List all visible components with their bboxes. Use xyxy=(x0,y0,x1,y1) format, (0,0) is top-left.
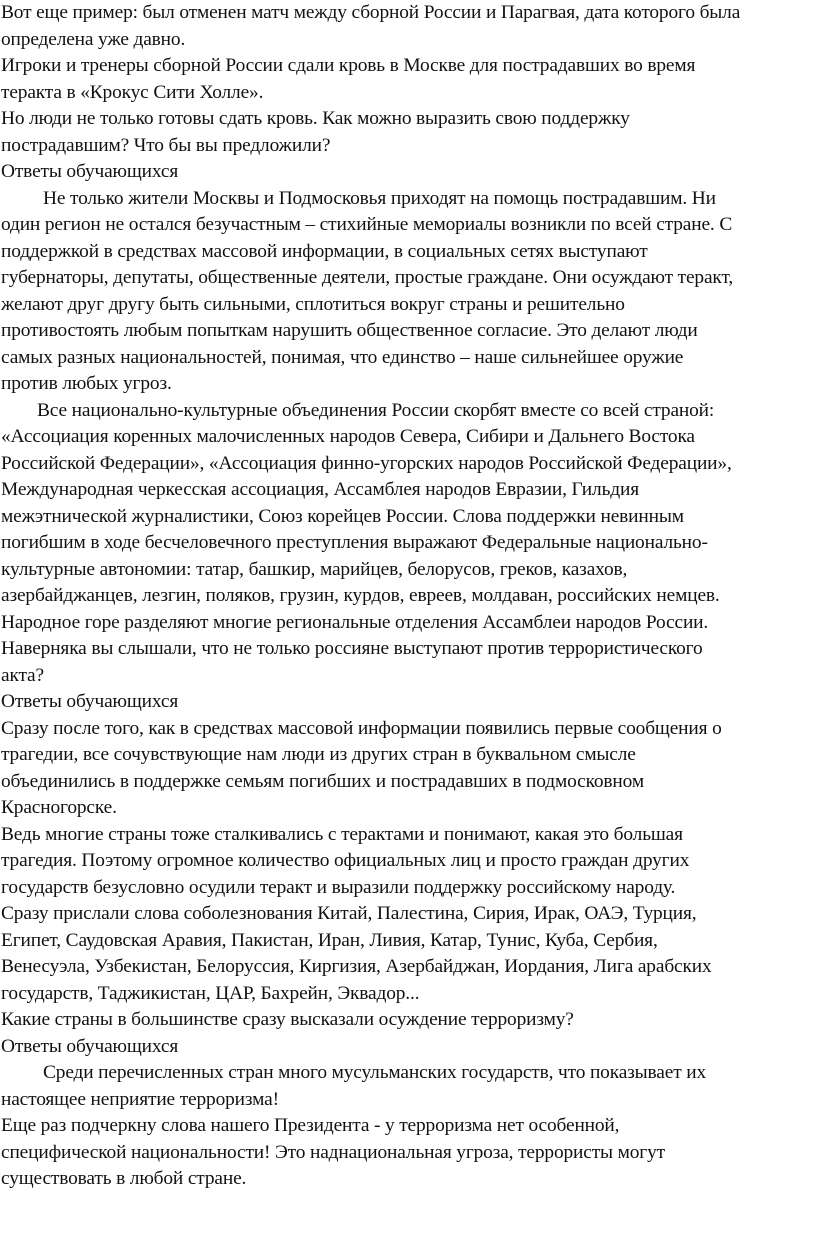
text-line: губернаторы, депутаты, общественные деятели, простые граждане. Они осуждают теракт, xyxy=(1,267,734,288)
text-line: Не только жители Москвы и Подмосковья приходят на помощь пострадавшим. Ни xyxy=(43,187,716,209)
text-line: Еще раз подчеркну слова нашего Президента - у терроризма нет особенной, xyxy=(1,1115,620,1136)
paragraph-blood-donation xyxy=(1,53,816,106)
text-line: существовать в любой стране. xyxy=(1,1168,247,1189)
paragraph-muslim-states xyxy=(1,1060,816,1113)
text-line: Народное горе разделяют многие региональные отделения Ассамблеи народов России. xyxy=(1,611,709,633)
text-line: культурные автономии: татар, башкир, марийцев, белорусов, греков, казахов, xyxy=(1,558,628,580)
text-line: погибшим в ходе бесчеловечного преступления выражают Федеральные национально- xyxy=(1,532,708,553)
text-line: противостоять любым попыткам нарушить общественное согласие. Это делают люди xyxy=(1,320,698,341)
text-line: теракта в «Крокус Сити Холле». xyxy=(1,81,264,103)
paragraph-question-support xyxy=(1,106,816,159)
paragraph-question-countries xyxy=(1,1007,816,1034)
text-line: Игроки и тренеры сборной России сдали кровь в Москве для пострадавших во время xyxy=(1,55,696,76)
text-line: настоящее неприятие терроризма! xyxy=(1,1088,279,1110)
text-line: государств безусловно осудили теракт и выразили поддержку российскому народу. xyxy=(1,876,676,898)
text-line: Международная черкесская ассоциация, Ассамблея народов Евразии, Гильдия xyxy=(1,479,639,500)
text-line: поддержкой в средствах массовой информации, в социальных сетях выступают xyxy=(1,240,648,262)
text-line: Какие страны в большинстве сразу высказали осуждение терроризму? xyxy=(1,1009,574,1030)
text-line: акта? xyxy=(1,664,44,686)
text-line: Среди перечисленных стран много мусульманских государств, что показывает их xyxy=(43,1062,706,1083)
heading-student-answers xyxy=(1,689,816,716)
text-line: Египет, Саудовская Аравия, Пакистан, Иран, Ливия, Катар, Тунис, Куба, Сербия, xyxy=(1,929,658,951)
text-line: межэтнической журналистики, Союз корейцев России. Слова поддержки невинным xyxy=(1,505,684,527)
text-line: Сразу после того, как в средствах массовой информации появились первые сообщения о xyxy=(1,717,722,739)
text-line: самых разных национальностей, понимая, что единство – наше сильнейшее оружие xyxy=(1,346,684,368)
text-line: пострадавшим? Что бы вы предложили? xyxy=(1,134,331,156)
text-line: Ведь многие страны тоже сталкивались с терактами и понимают, какая это большая xyxy=(1,823,683,845)
text-line: желают друг другу быть сильными, сплотиться вокруг страны и решительно xyxy=(1,293,625,315)
text-line: «Ассоциация коренных малочисленных народов Севера, Сибири и Дальнего Востока xyxy=(1,426,695,447)
text-line: трагедии, все сочувствующие нам люди из других стран в буквальном смысле xyxy=(1,744,636,765)
text-line: Наверняка вы слышали, что не только россияне выступают против террористического xyxy=(1,638,703,659)
text-line: трагедия. Поэтому огромное количество официальных лиц и просто граждан других xyxy=(1,850,690,871)
paragraph-cultural-associations xyxy=(1,398,816,637)
paragraph-president-words xyxy=(1,1113,816,1193)
text-line: объединились в поддержке семьям погибших и пострадавших в подмосковном xyxy=(1,770,644,792)
heading-student-answers xyxy=(1,1034,816,1061)
text-line: Сразу прислали слова соболезнования Китай, Палестина, Сирия, Ирак, ОАЭ, Турция, xyxy=(1,903,697,924)
text-line: определена уже давно. xyxy=(1,28,186,50)
text-line: против любых угроз. xyxy=(1,373,172,394)
heading-student-answers xyxy=(1,159,816,186)
text-line: государств, Таджикистан, ЦАР, Бахрейн, Эквадор... xyxy=(1,982,420,1004)
text-line: Ответы обучающихся xyxy=(1,161,179,182)
text-line: Венесуэла, Узбекистан, Белоруссия, Киргизия, Азербайджан, Иордания, Лига арабских xyxy=(1,956,712,977)
paragraph-question-international xyxy=(1,636,816,689)
paragraph-other-countries xyxy=(1,822,816,902)
paragraph-sympathy-abroad xyxy=(1,716,816,822)
text-line: специфической национальности! Это наднациональная угроза, террористы могут xyxy=(1,1141,665,1163)
text-line: азербайджанцев, лезгин, поляков, грузин, курдов, евреев, молдаван, российских немцев. xyxy=(1,585,720,606)
text-line: Вот еще пример: был отменен матч между сборной России и Парагвая, дата которого была xyxy=(1,2,741,23)
paragraph-regions-support xyxy=(1,186,816,398)
text-line: Красногорске. xyxy=(1,797,117,818)
text-line: Российской Федерации», «Ассоциация финно-угорских народов Российской Федерации», xyxy=(1,452,732,474)
paragraph-match-cancelled xyxy=(1,0,816,53)
text-line: Но люди не только готовы сдать кровь. Как можно выразить свою поддержку xyxy=(1,108,630,129)
paragraph-condolences-list xyxy=(1,901,816,1007)
text-line: один регион не остался безучастным – стихийные мемориалы возникли по всей стране. С xyxy=(1,214,733,235)
text-line: Ответы обучающихся xyxy=(1,691,179,712)
text-line: Ответы обучающихся xyxy=(1,1035,179,1057)
text-line: Все национально-культурные объединения России скорбят вместе со всей страной: xyxy=(37,399,715,421)
